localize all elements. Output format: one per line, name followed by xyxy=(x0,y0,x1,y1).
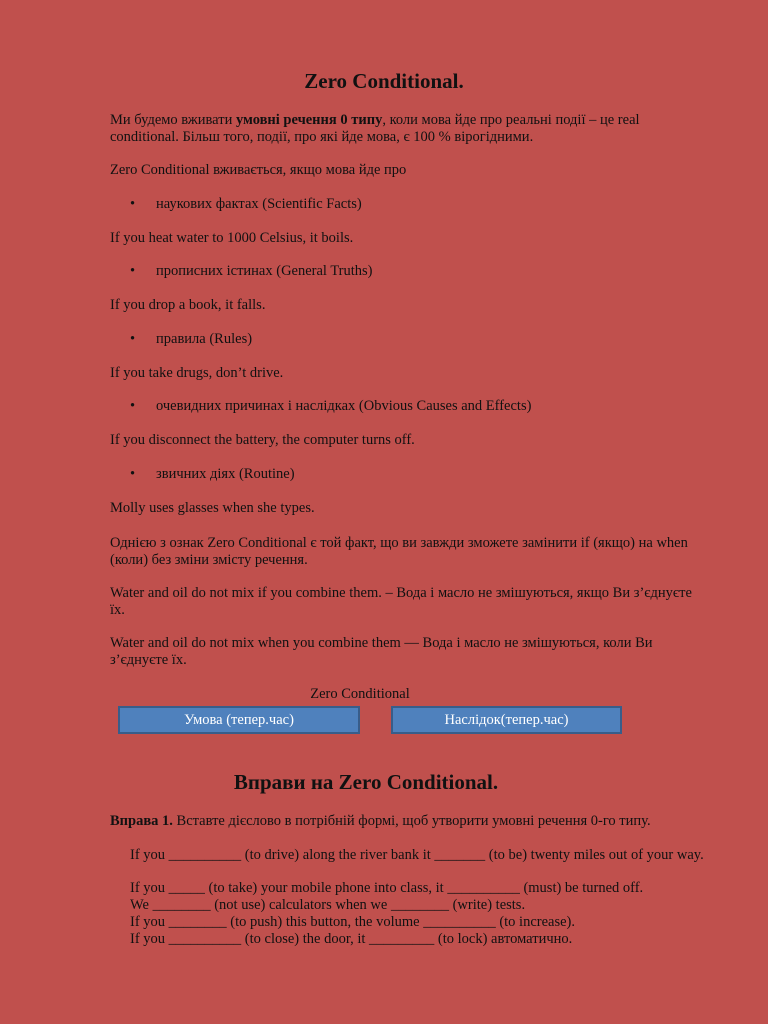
bullet-label: правила (Rules) xyxy=(156,331,253,347)
bullet-icon: • xyxy=(130,196,136,212)
example-scientific: If you heat water to 1000 Celsius, it boils. xyxy=(110,230,354,246)
result-box: Наслідок(тепер.час) xyxy=(391,706,622,734)
exercise-1-label: Вправа 1. xyxy=(110,813,173,829)
example-truths: If you drop a book, it falls. xyxy=(110,297,266,313)
exercise-1-instruction: Вставте дієслово в потрібній формі, щоб утворити умовні речення 0-го типу. xyxy=(172,813,651,829)
exercises-title: Вправи на Zero Conditional. xyxy=(233,770,499,794)
page-title: Zero Conditional. xyxy=(304,69,464,93)
exercise-item-5: If you __________ (to close) the door, it _________ (to lock) автоматично. xyxy=(130,931,573,947)
usage-intro: Zero Conditional вживається, якщо мова йде про xyxy=(110,162,407,178)
example-when: Water and oil do not mix when you combine them — Вода і масло не змішуються, коли Ви з’єднуєте їх. xyxy=(110,635,653,668)
intro-text-1: Ми будемо вживати xyxy=(110,112,236,128)
bullet-icon: • xyxy=(130,331,136,347)
exercise-item-1: If you __________ (to drive) along the river bank it _______ (to be) twenty miles out of your way. xyxy=(130,847,704,863)
note-paragraph: Однією з ознак Zero Conditional є той факт, що ви завжди зможете замінити if (якщо) на when (коли) без зміни змісту речення. xyxy=(110,535,688,568)
intro-bold: умовні речення 0 типу xyxy=(235,112,383,128)
example-causes: If you disconnect the battery, the computer turns off. xyxy=(110,432,415,448)
bullet-icon: • xyxy=(130,466,136,482)
bullet-label: звичних діях (Routine) xyxy=(156,466,295,482)
example-rules: If you take drugs, don’t drive. xyxy=(110,365,284,381)
exercise-item-4: If you ________ (to push) this button, the volume __________ (to increase). xyxy=(130,914,576,930)
exercise-item-3: We ________ (not use) calculators when we ________ (write) tests. xyxy=(130,897,526,913)
example-if: Water and oil do not mix if you combine them. – Вода і масло не змішуються, якщо Ви з’єднуєте їх. xyxy=(110,585,692,618)
bullet-icon: • xyxy=(130,398,136,414)
intro-paragraph xyxy=(110,112,710,146)
bullet-icon: • xyxy=(130,263,136,279)
example-routine: Molly uses glasses when she types. xyxy=(110,500,315,516)
bullet-label: прописних істинах (General Truths) xyxy=(156,263,373,279)
exercise-item-2: If you _____ (to take) your mobile phone into class, it __________ (must) be turned off. xyxy=(130,880,644,896)
bullet-label: очевидних причинах і наслідках (Obvious Causes and Effects) xyxy=(156,398,532,414)
condition-box: Умова (тепер.час) xyxy=(118,706,360,734)
diagram-caption: Zero Conditional xyxy=(310,686,410,702)
intro-text-2: , коли мова йде про реальні події – це real conditional. Більш того, події, про які йде мова, є 100 % вірогідними. xyxy=(110,112,640,145)
bullet-label: наукових фактах (Scientific Facts) xyxy=(156,196,362,212)
exercise-1-header xyxy=(110,813,710,830)
